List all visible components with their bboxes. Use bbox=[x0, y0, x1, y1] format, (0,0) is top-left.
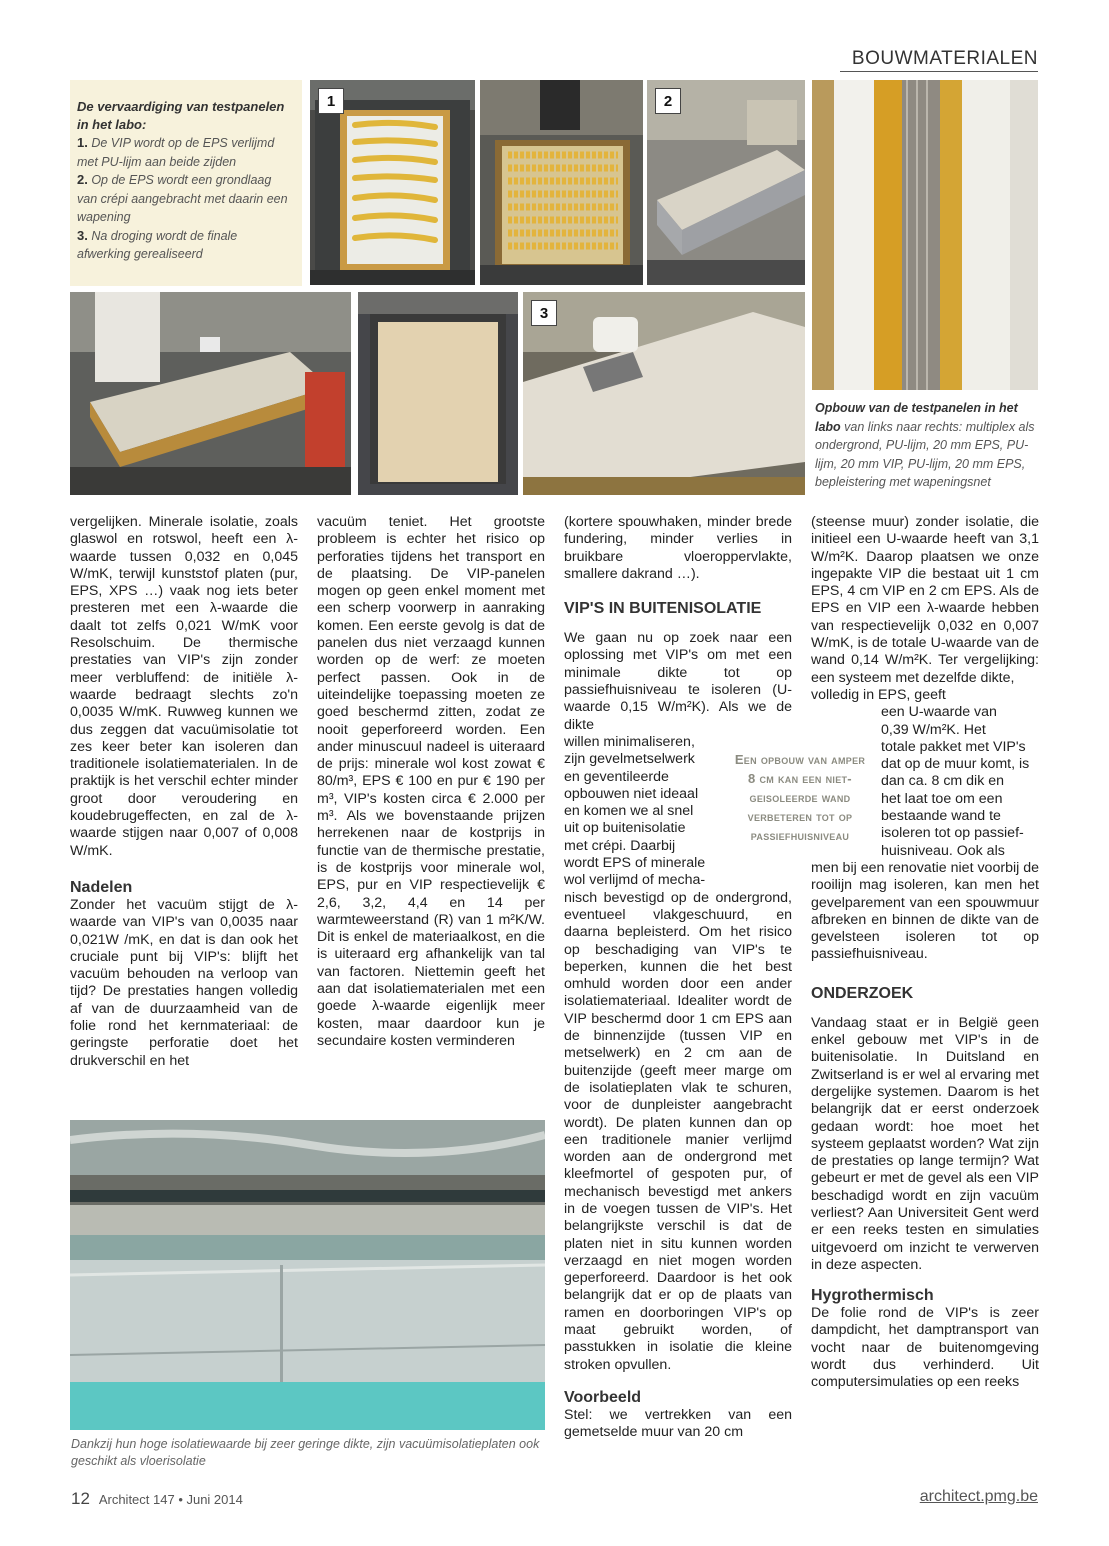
line: zijn gevelmetselwerk bbox=[564, 751, 695, 768]
bottom-caption: Dankzij hun hoge isolatiewaarde bij zeer geringe dikte, zijn vacuümisolatieplaten ook geschikt als vloerisolatie bbox=[71, 1437, 540, 1468]
heading-nadelen: Nadelen bbox=[70, 878, 133, 896]
paragraph-wrap-short bbox=[881, 704, 1039, 860]
section-tag: BOUWMATERIALEN bbox=[851, 48, 1038, 69]
line: 0,39 W/m²K. Het bbox=[881, 721, 986, 738]
line: dat op de muur komt, is bbox=[881, 756, 1030, 773]
pull-quote: Een opbouw van amper 8 cm kan een niet-geisoleerde wand verbeteren tot op passiefhuisniveau bbox=[734, 752, 866, 843]
line: isoleren tot op passief- bbox=[881, 825, 1024, 842]
photo-pu-glue-panel bbox=[310, 80, 475, 285]
photo-cross-section bbox=[812, 80, 1038, 390]
line: opbouwen niet ideaal bbox=[564, 785, 699, 802]
heading-hygrothermisch: Hygrothermisch bbox=[811, 1287, 934, 1305]
paragraph: (kortere spouwhaken, minder brede fundering, minder verlies in bruikbare vloeroppervlakte, smallere dakrand …). bbox=[564, 514, 792, 582]
photo-foil-crepi-panel bbox=[647, 80, 805, 285]
badge-1: 1 bbox=[318, 88, 344, 114]
paragraph: vergelijken. Minerale isolatie, zoals glaswol en rotswol, heeft een λ-waarde tussen 0,032 en 0,045 W/mK, terwijl kunststof platen (pur, EPS, XPS …) vaak nog iets beter presteren met een λ-waarde die daalt tot zelfs 0,021 W/mK voor Resolschuim. De thermische prestaties van VIP's zijn zonder meer verbluffend: de initiële λ-waarde bedraagt slechts zo'n 0,0035 W/mK. Ruwweg kunnen we dus zeggen dat vacuümisolatie tot zes keer beter kan isoleren dan traditionele isolatiematerialen. In de praktijk is het verschil echter minder groot door veroudering en koudebrugeffecten, en zal de λ-waarde stijgen naar 0,007 of 0,008 W/mK. bbox=[70, 514, 298, 859]
side-caption: Opbouw van de testpanelen in het labo van links naar rechts: multiplex als ondergrond, PU-lijm, 20 mm EPS, PU-lijm, 20 mm VIP, PU-lijm, 20 mm EPS, bepleistering met wapeningsnet bbox=[815, 401, 1035, 489]
text-column-4 bbox=[811, 514, 1039, 1392]
caption-item-2: 2. Op de EPS wordt een grondlaag van crépi aangebracht met daarin een wapening bbox=[77, 172, 288, 224]
line: wordt EPS of minerale bbox=[564, 855, 706, 872]
line: met crépi. Daarbij bbox=[564, 837, 676, 854]
heading-onderzoek: ONDERZOEK bbox=[811, 984, 914, 1002]
line: dan ca. 8 cm dik en bbox=[881, 773, 1005, 790]
photo-worker-mesh bbox=[70, 292, 351, 495]
line: wol verlijmd of mecha- bbox=[564, 872, 706, 889]
line: en komen we al snel bbox=[564, 803, 694, 820]
paragraph: nisch bevestigd op de ondergrond, eventueel vlakgeschuurd, en daarna bepleisterd. Om het risico op beschadiging van VIP's te beperken, kunnen die het best omhuld worden door een ander isolatiemateriaal. Idealiter wordt de VIP beschermd door 1 cm EPS aan de binnenzijde (tussen VIP en metselwerk) en 2 cm aan de buitenzijde (geeft meer marge om de isolatieplaten vlak te schuren, voor de dunpleister aangebracht wordt). De platen kunnen dan op een traditionele manier verlijmd worden aan de ondergrond met kleefmortel of gespoten pur, of mechanisch bevestigd met ankers in de voegen tussen de VIP's. Het belangrijkste verschil is dat de platen niet in situ kunnen worden verzaagd en niet mogen worden geperforeerd. Daardoor is het ook belangrijk dat er op de plaats van ramen en doorboringen VIP's op maat gebruikt worden, of passtukken in isolatie die kleine stroken opvullen. bbox=[564, 889, 792, 1373]
photo-beige-panel bbox=[358, 292, 518, 495]
paragraph: Vandaag staat er in België geen enkel gebouw met VIP's in de buitenisolatie. In Duitsland en Zwitserland is er wel al ervaring met dergelijke systemen. Daarom is het belangrijk dat er eerst onderzoek gedaan wordt: hoe moet het systeem geplaatst worden? Wat zijn de prestaties op lange termijn? Wat gebeurt er met de gevel als een VIP beschadigd wordt en zijn vacuüm verliest? Aan Universiteit Gent werd er een reeks testen en simulaties uitgevoerd om inzicht te verwerven in deze aspecten. bbox=[811, 1014, 1039, 1273]
text-column-3 bbox=[564, 514, 792, 1442]
caption-item-3: 3. Na droging wordt de finale afwerking gerealiseerd bbox=[77, 227, 238, 261]
photo-glue-rows-panel bbox=[480, 80, 643, 285]
caption-title: De vervaardiging van testpanelen in het labo: bbox=[77, 99, 285, 132]
footer-url-link[interactable]: architect.pmg.be bbox=[919, 1488, 1038, 1505]
caption-item-1: 1. De VIP wordt op de EPS verlijmd met PU-lijm aan beide zijden bbox=[77, 135, 275, 169]
header-rule bbox=[840, 71, 1038, 72]
line: een U-waarde van bbox=[881, 704, 997, 721]
badge-2: 2 bbox=[655, 88, 681, 114]
line: en geventileerde bbox=[564, 768, 669, 785]
text-column-1 bbox=[70, 514, 298, 1070]
badge-3: 3 bbox=[531, 300, 557, 326]
paragraph: vacuüm teniet. Het grootste probleem is echter het risico op perforaties tijdens het transport en de plaatsing. De VIP-panelen mogen op geen enkel moment met een scherp voorwerp in aanraking komen. Een eerste gevolg is dat de panelen dus niet verzaagd kunnen worden op de werf: ze moeten perfect passen. Ook in de uiteindelijke toepassing moeten ze goed beschermd zitten, zodat ze nooit geperforeerd worden. Een ander minuscuul nadeel is uiteraard de prijs: minerale wol kost zowat € 80/m³, EPS € 100 en pur € 190 per m³, VIP's kosten circa € 2.000 per m³. Als we bovenstaande prijzen herrekenen naar de kostprijs in functie van de thermische prestatie, is de kostprijs voor minerale wol, EPS, pur en VIP respectievelijk € 2,6, 3,2, 4,4 en 14 per warmteweerstand (R) van 1 m²K/W. Dit is enkel de materiaalkost, en die is uiteraard erg afhankelijk van tal van factoren. Niettemin geeft het aan dat isolatiematerialen met een goede λ-waarde eigenlijk meer kosten, maar daardoor kun je secundaire kosten verminderen bbox=[317, 514, 545, 1049]
photo-trowel-crepi bbox=[523, 292, 805, 495]
paragraph-wrap-short bbox=[564, 734, 724, 890]
text-column-2 bbox=[317, 514, 545, 1050]
paragraph: We gaan nu op zoek naar een oplossing met VIP's om met een minimale dikte tot op passiefhuisniveau te isoleren (U-waarde 0,15 W/m²K). Als we de dikte bbox=[564, 630, 792, 733]
heading-vips-buitenisolatie: VIP'S IN BUITENISOLATIE bbox=[564, 600, 762, 618]
heading-voorbeeld: Voorbeeld bbox=[564, 1388, 642, 1406]
line: huisniveau. Ook als bbox=[881, 842, 1005, 859]
line: totale pakket met VIP's bbox=[881, 738, 1026, 755]
line: uit op buitenisolatie bbox=[564, 820, 686, 837]
line: volledig in EPS, geeft bbox=[811, 686, 946, 703]
paragraph: men bij een renovatie niet voorbij de rooilijn mag isoleren, kan men het gevelparement van een spouwmuur afbreken en binnen de dikte van de gevelsteen isoleren tot op passiefhuisniveau. bbox=[811, 859, 1039, 963]
paragraph: Zonder het vacuüm stijgt de λ-waarde van VIP's van 0,0035 naar 0,021W /mK, en dat is dan ook het cruciale punt bij VIP's: blijft het vacuüm behouden na verloop van tijd? De prestaties hangen volledig af van de duurzaamheid van de folie rond het kernmateriaal: de geringste perforatie doet het drukverschil en het bbox=[70, 896, 298, 1069]
paragraph: Stel: we vertrekken van een gemetselde muur van 20 cm bbox=[564, 1406, 792, 1441]
paragraph: (steense muur) zonder isolatie, die initieel een U-waarde heeft van 3,1 W/m²K. Daarop plaatsen we onze ingepakte VIP die bestaat uit 1 cm EPS, 4 cm VIP en 2 cm EPS. Als de EPS en VIP een λ-waarde hebben van respectievelijk 0,032 en 0,007 W/mK, is de totale U-waarde van de wand 0,14 W/m²K. Ter vergelijking: een systeem met dezelfde dikte, bbox=[811, 514, 1039, 686]
page-number: 12 bbox=[71, 1489, 90, 1508]
photo-floor-insulation bbox=[70, 1120, 545, 1430]
line: bestaande wand te bbox=[881, 808, 1001, 825]
top-caption-box bbox=[70, 80, 302, 286]
footer-issue bbox=[71, 1489, 243, 1509]
paragraph: De folie rond de VIP's is zeer dampdicht, het damptransport van vocht naar de buitenomgeving wordt dus verhinderd. Uit computersimulaties op een reeks bbox=[811, 1305, 1039, 1391]
line: het laat toe om een bbox=[881, 790, 1003, 807]
line: willen minimaliseren, bbox=[564, 733, 695, 750]
issue-label: Architect 147 • Juni 2014 bbox=[98, 1492, 243, 1507]
